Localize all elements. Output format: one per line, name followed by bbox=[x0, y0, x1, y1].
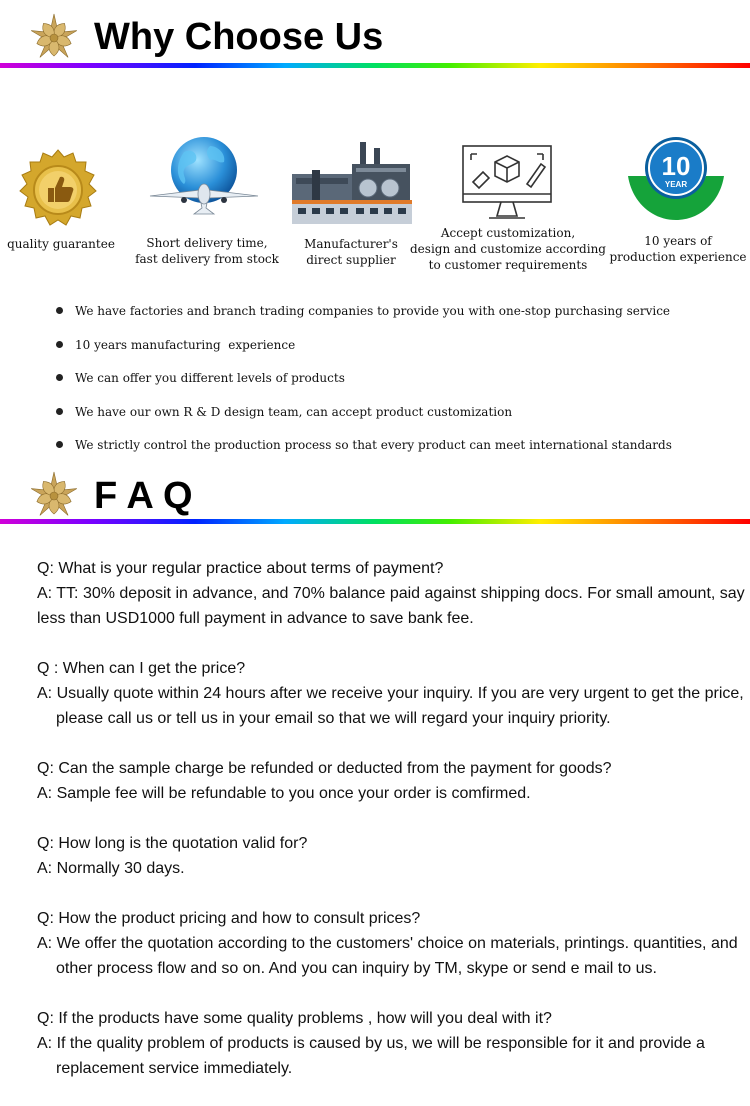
faq-answer: A: Usually quote within 24 hours after we receive your inquiry. If you are very urgent to get the price, please call us or tell us in your email so that we will regard your inquiry priority. bbox=[37, 685, 744, 727]
bullet-dot bbox=[56, 307, 63, 314]
feature-label-manufacturer bbox=[292, 236, 410, 268]
rainbow-divider bbox=[0, 63, 750, 68]
why-choose-us-header bbox=[0, 0, 750, 70]
design-monitor-icon bbox=[457, 142, 557, 226]
bullet-dot bbox=[56, 441, 63, 448]
feature-label-delivery bbox=[122, 235, 292, 267]
faq-question: Q : When can I get the price? bbox=[37, 660, 246, 677]
faq-answer: A: If the quality problem of products is caused by us, we will be responsible for it and provide a replacement service immediately. bbox=[37, 1035, 705, 1077]
list-item-text: We have our own R & D design team, can accept product customization bbox=[75, 404, 513, 419]
page-title: Why Choose Us bbox=[94, 16, 384, 58]
faq-item bbox=[37, 756, 749, 806]
faq-question: Q: If the products have some quality problems , how will you deal with it? bbox=[37, 1010, 552, 1027]
list-item bbox=[56, 436, 672, 470]
badge-number: 10 bbox=[661, 151, 691, 181]
rainbow-divider bbox=[0, 519, 750, 524]
feature-label-experience bbox=[606, 233, 750, 265]
feature-label-text: Manufacturer's direct supplier bbox=[304, 237, 398, 267]
advantages-list bbox=[56, 302, 672, 470]
faq-question: Q: What is your regular practice about terms of payment? bbox=[37, 560, 444, 577]
feature-label-quality bbox=[0, 236, 122, 252]
list-item-text: We strictly control the production process so that every product can meet international standards bbox=[75, 438, 672, 452]
ten-year-badge-icon bbox=[628, 136, 724, 220]
faq-answer: A: Sample fee will be refundable to you once your order is comfirmed. bbox=[37, 785, 531, 802]
faq-title: F A Q bbox=[94, 475, 193, 517]
bullet-dot bbox=[56, 341, 63, 348]
globe-airplane-icon bbox=[144, 134, 264, 224]
faq-item bbox=[37, 1006, 749, 1081]
list-item-text: 10 years manufacturing experience bbox=[75, 337, 296, 352]
factory-icon bbox=[292, 140, 412, 224]
bullet-dot bbox=[56, 374, 63, 381]
bullet-dot bbox=[56, 408, 63, 415]
gold-star-flower-icon bbox=[28, 470, 80, 522]
feature-label-customization bbox=[408, 225, 608, 273]
faq-question: Q: Can the sample charge be refunded or deducted from the payment for goods? bbox=[37, 760, 612, 777]
feature-label-text: 10 years of production experience bbox=[609, 234, 747, 264]
faq-question: Q: How the product pricing and how to consult prices? bbox=[37, 910, 421, 927]
list-item bbox=[56, 302, 672, 336]
badge-word: YEAR bbox=[664, 180, 688, 189]
faq-list bbox=[37, 556, 749, 1106]
faq-item bbox=[37, 831, 749, 881]
list-item bbox=[56, 403, 672, 437]
list-item-text: We have factories and branch trading companies to provide you with one-stop purchasing service bbox=[75, 304, 671, 318]
feature-label-text: Accept customization, design and customize according to customer requirements bbox=[410, 226, 606, 272]
feature-label-text: Short delivery time, fast delivery from stock bbox=[135, 236, 279, 266]
gold-seal-thumbs-up-icon bbox=[16, 148, 100, 232]
faq-header bbox=[0, 466, 750, 526]
faq-answer: A: We offer the quotation according to the customers' choice on materials, printings. quantities, and other process flow and so on. And you can inquiry by TM, skype or send e mail to us. bbox=[37, 935, 738, 977]
list-item bbox=[56, 369, 672, 403]
feature-label-text: quality guarantee bbox=[7, 237, 115, 251]
faq-item bbox=[37, 906, 749, 981]
faq-item bbox=[37, 656, 749, 731]
faq-item bbox=[37, 556, 749, 631]
faq-answer: A: Normally 30 days. bbox=[37, 860, 185, 877]
list-item bbox=[56, 336, 672, 370]
faq-answer: A: TT: 30% deposit in advance, and 70% balance paid against shipping docs. For small amount, say less than USD1000 full payment in advance to save bank fee. bbox=[37, 585, 745, 627]
gold-star-flower-icon bbox=[28, 12, 80, 64]
list-item-text: We can offer you different levels of products bbox=[75, 371, 345, 385]
faq-question: Q: How long is the quotation valid for? bbox=[37, 835, 308, 852]
